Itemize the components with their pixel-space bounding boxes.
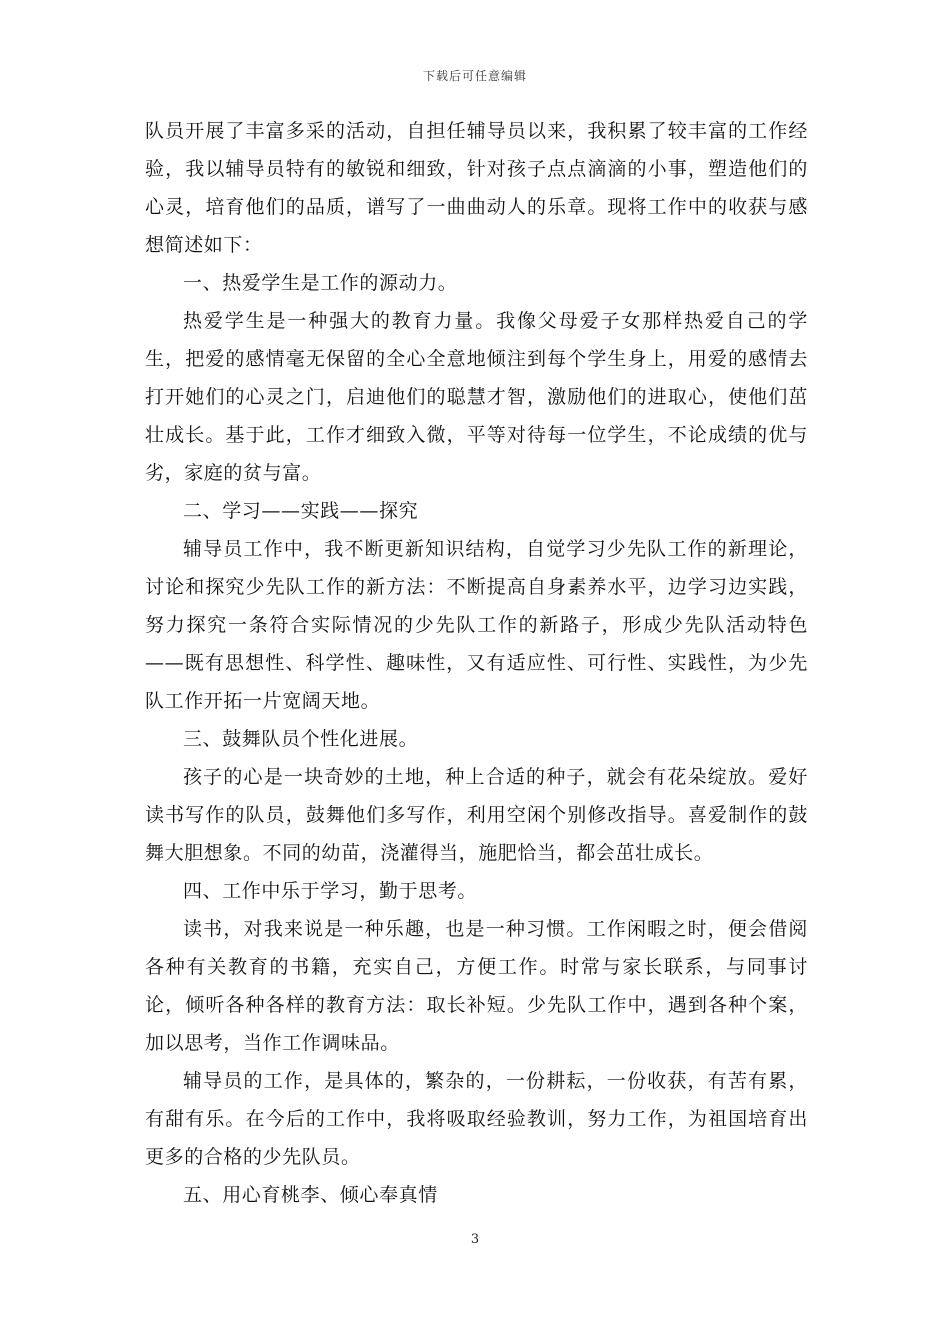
paragraph: 孩子的心是一块奇妙的土地，种上合适的种子，就会有花朵绽放。爱好读书写作的队员，鼓舞他们多写作，利用空闲个别修改指导。喜爱制作的鼓舞大胆想象。不同的幼苗，浇灌得当，施肥恰当，都会茁壮成长。 — [145, 766, 808, 864]
paragraph: 读书，对我来说是一种乐趣，也是一种习惯。工作闲暇之时，便会借阅各种有关教育的书籍，充实自己，方便工作。时常与家长联系，与同事讨论，倾听各种各样的教育方法：取长补短。少先队工作中，遇到各种个案，加以思考，当作工作调味品。 — [145, 918, 808, 1054]
section-heading-1: 一、热爱学生是工作的源动力。 — [183, 272, 458, 294]
section-heading-3: 三、鼓舞队员个性化进展。 — [183, 728, 419, 750]
section-heading-4: 四、工作中乐于学习，勤于思考。 — [183, 880, 478, 902]
paragraph: 辅导员的工作，是具体的，繁杂的，一份耕耘，一份收获，有苦有累，有甜有乐。在今后的工作中，我将吸取经验教训，努力工作，为祖国培育出更多的合格的少先队员。 — [145, 1070, 808, 1168]
paragraph-continuation: 队员开展了丰富多采的活动，自担任辅导员以来，我积累了较丰富的工作经验，我以辅导员特有的敏锐和细致，针对孩子点点滴滴的小事，塑造他们的心灵，培育他们的品质，谱写了一曲曲动人的乐章。现将工作中的收获与感想简述如下： — [145, 120, 808, 256]
page-number: 3 — [470, 1232, 480, 1247]
paragraph: 辅导员工作中，我不断更新知识结构，自觉学习少先队工作的新理论，讨论和探究少先队工作的新方法：不断提高自身素养水平，边学习边实践，努力探究一条符合实际情况的少先队工作的新路子，形成少先队活动特色——既有思想性、科学性、趣味性，又有适应性、可行性、实践性，为少先队工作开拓一片宽阔天地。 — [145, 538, 808, 712]
section-heading-2: 二、学习——实践——探究 — [183, 500, 419, 522]
section-heading-5: 五、用心育桃李、倾心奉真情 — [183, 1184, 438, 1206]
document-body — [145, 112, 808, 1214]
paragraph: 热爱学生是一种强大的教育力量。我像父母爱子女那样热爱自己的学生，把爱的感情毫无保留的全心全意地倾注到每个学生身上，用爱的感情去打开她们的心灵之门，启迪他们的聪慧才智，激励他们的进取心，使他们茁壮成长。基于此，工作才细致入微，平等对待每一位学生，不论成绩的优与劣，家庭的贫与富。 — [145, 310, 808, 484]
page-header: 下载后可任意编辑 — [422, 69, 527, 83]
